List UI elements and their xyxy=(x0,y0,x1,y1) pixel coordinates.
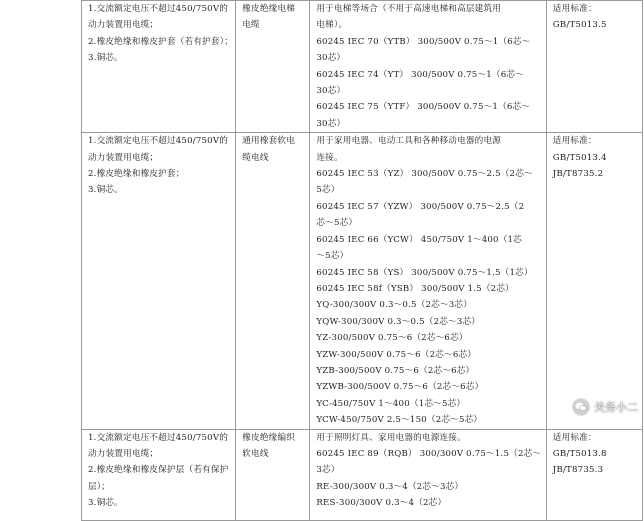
text-line: 5芯） xyxy=(316,185,340,196)
cable-spec-table xyxy=(81,0,643,521)
text-line: 60245 IEC 58（YS） 300/500V 0.75～1.5（1芯） xyxy=(316,267,533,278)
text-line: 60245 IEC 66（YCW） 450/750V 1～400（1芯 xyxy=(316,234,522,245)
cell-application xyxy=(82,1,236,133)
text-line: YZ-300/500V 0.75～6（2芯～6芯） xyxy=(316,333,468,344)
text-line: RE-300/300V 0.3～4（2芯～3芯） xyxy=(316,481,464,492)
text-line: 60245 IEC 70（YTB） 300/500V 0.75～1（6芯～ xyxy=(316,36,531,47)
text-line: 60245 IEC 53（YZ） 300/500V 0.75～2.5（2芯～ xyxy=(316,169,533,180)
text-line: YZW-300/500V 0.75～6（2芯～6芯） xyxy=(316,349,477,360)
text-line: GB/T5013.4 xyxy=(552,152,607,163)
cell-standard xyxy=(546,1,642,133)
cell-application xyxy=(82,429,236,520)
text-line: 1.交流额定电压不超过450/750V的 xyxy=(88,136,229,147)
text-line: 2.橡皮绝缘和橡皮护套（若有护套）； xyxy=(88,36,233,47)
text-line: YZB-300/500V 0.75～6（2芯～6芯） xyxy=(316,365,475,376)
text-line: 通用橡套软电 xyxy=(242,136,296,147)
cell-cable-type xyxy=(236,133,310,429)
text-line: 电缆 xyxy=(242,20,260,31)
text-line: 60245 IEC 74（YT） 300/500V 0.75～1（6芯～ xyxy=(316,69,524,80)
cell-application xyxy=(82,133,236,429)
text-line: 30芯） xyxy=(316,118,346,129)
text-line: 动力装置用电缆； xyxy=(88,152,159,163)
text-line: 30芯） xyxy=(316,53,346,64)
text-line: ～5芯） xyxy=(316,251,349,262)
text-line: 60245 IEC 89（RQB） 300/300V 0.75～1.5（2芯～ xyxy=(316,448,542,459)
text-line: 适用标准： xyxy=(552,136,597,147)
text-line: 3.铜芯。 xyxy=(88,498,123,509)
text-line: 适用标准： xyxy=(552,4,597,14)
text-line: 30芯） xyxy=(316,86,346,97)
cell-cable-type xyxy=(236,429,310,520)
watermark-text: 关务小二 xyxy=(594,401,638,414)
watermark xyxy=(572,398,638,416)
text-line: 1.交流额定电压不超过450/750V的 xyxy=(88,4,229,14)
text-line: GB/T5013.8 xyxy=(552,448,607,459)
cell-standard xyxy=(546,133,642,429)
text-line: 1.交流额定电压不超过450/750V的 xyxy=(88,432,229,443)
text-line: 用于电梯等场合（不用于高速电梯和高层建筑用 xyxy=(316,4,502,14)
text-line: 动力装置用电缆； xyxy=(88,20,159,31)
text-line: 60245 IEC 58f（YSB） 300/500V 1.5（2芯） xyxy=(316,283,514,294)
text-line: 电梯）。 xyxy=(316,20,348,31)
text-line: 软电线 xyxy=(242,448,269,459)
text-line: YQ-300/300V 0.3～0.5（2芯～3芯） xyxy=(316,300,472,311)
text-line: JB/T8735.2 xyxy=(552,169,604,180)
text-line: YZWB-300/500V 0.75～6（2芯～6芯） xyxy=(316,382,484,393)
text-line: 2.橡皮绝缘和橡皮护套； xyxy=(88,169,185,180)
text-line: 适用标准： xyxy=(552,432,597,443)
text-line: 缆电线 xyxy=(242,152,269,163)
cell-standard xyxy=(546,429,642,520)
text-line: YC-450/750V 1～400（1芯～5芯） xyxy=(316,398,466,409)
text-line: RES-300/300V 0.3～4（2芯） xyxy=(316,498,447,509)
text-line: 用于照明灯具、家用电器的电源连接。 xyxy=(316,432,466,443)
text-line: 60245 IEC 57（YZW） 300/500V 0.75～2.5（2 xyxy=(316,201,525,212)
cell-usage-models xyxy=(310,429,546,520)
text-line: YQW-300/300V 0.3～0.5（2芯～3芯） xyxy=(316,316,481,327)
text-line: 3.铜芯。 xyxy=(88,53,123,64)
cell-cable-type xyxy=(236,1,310,133)
text-line: 60245 IEC 75（YTF） 300/500V 0.75～1（6芯～ xyxy=(316,102,531,113)
text-line: 连接。 xyxy=(316,152,343,163)
text-line: JB/T8735.3 xyxy=(552,465,604,476)
text-line: 层）； xyxy=(88,481,111,492)
text-line: 芯～5芯） xyxy=(316,218,358,229)
cell-usage-models xyxy=(310,1,546,133)
text-line: 橡皮绝缘电梯 xyxy=(242,4,296,14)
text-line: 3.铜芯。 xyxy=(88,185,123,196)
table-row xyxy=(82,1,643,133)
text-line: 动力装置用电缆； xyxy=(88,448,159,459)
table-row xyxy=(82,133,643,429)
wechat-icon xyxy=(572,398,590,416)
text-line: YCW-450/750V 2.5～150（2芯～5芯） xyxy=(316,415,483,426)
text-line: 用于家用电器、电动工具和各种移动电器的电源 xyxy=(316,136,502,147)
cell-usage-models xyxy=(310,133,546,429)
table-row xyxy=(82,429,643,520)
text-line: 2.橡皮绝缘和橡皮保护层（若有保护 xyxy=(88,465,229,476)
text-line: GB/T5013.5 xyxy=(552,20,607,31)
text-line: 3芯） xyxy=(316,465,340,476)
text-line: 橡皮绝缘编织 xyxy=(242,432,296,443)
